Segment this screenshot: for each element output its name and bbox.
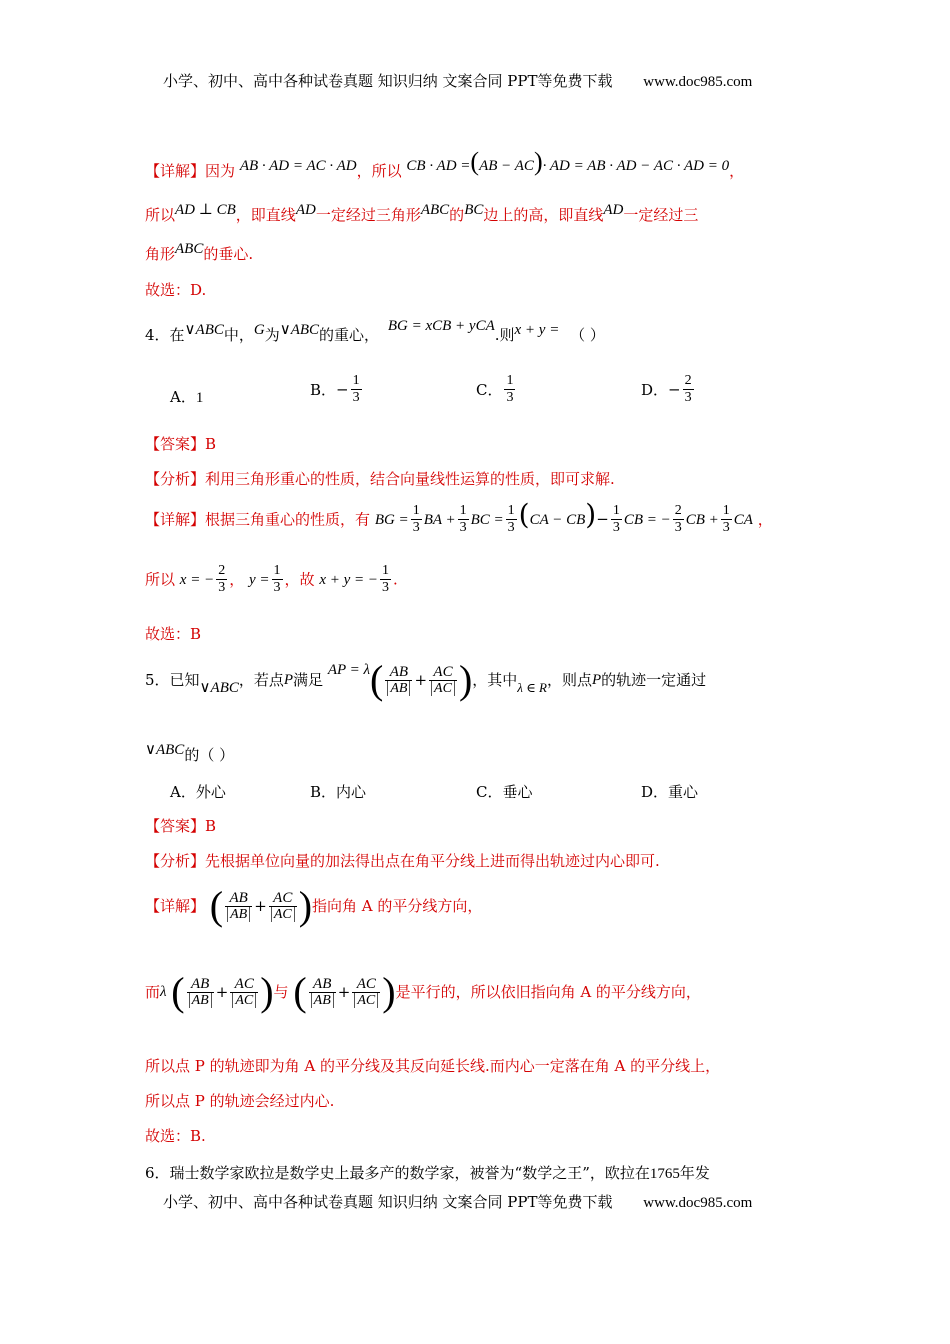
q4-answer: 【答案】B bbox=[145, 435, 217, 453]
q4-detail: 【详解】根据三角重心的性质，有 BG = $\frac{1}{3}$ BA + $\frac{1}{3}$ BC = $\frac{1}{3}$ (CA − CB)− $\frac{1}{3}$ CB = − $\frac{2}{3}$ CB + $\frac{1}{3}$ CA ， bbox=[145, 497, 773, 535]
q3-detail-line1: 【详解】因为 AB · AD = AC · AD，所以 CB · AD =(AB − AC)· AD = AB · AD − AC · AD = 0， bbox=[145, 147, 745, 180]
q4-choice: 故选：B bbox=[145, 625, 202, 643]
q5-choice: 故选：B. bbox=[145, 1127, 206, 1145]
q5-analysis: 【分析】先根据单位向量的加法得出点在角平分线上进而得出轨迹过内心即可. bbox=[145, 852, 660, 870]
footer-url: www.doc985.com bbox=[643, 1195, 753, 1211]
page-footer bbox=[163, 1191, 752, 1212]
q5-detail-line4: 所以点 P 的轨迹会经过内心. bbox=[145, 1092, 335, 1110]
q4-option-c: C． $\frac{1}{3}$ bbox=[476, 373, 514, 405]
q5-option-c: C．垂心 bbox=[476, 783, 533, 801]
q5-answer: 【答案】B bbox=[145, 817, 217, 835]
q5-option-b: B．内心 bbox=[310, 783, 367, 801]
q5-option-d: D．重心 bbox=[641, 783, 699, 801]
q5-detail-line3: 所以点 P 的轨迹即为角 A 的平分线及其反向延长线.而内心一定落在角 A 的平分线上， bbox=[145, 1057, 721, 1075]
q3-choice: 故选：D. bbox=[145, 281, 207, 299]
q5-question-line2: ∨ABC的（ ） bbox=[145, 742, 235, 764]
footer-title: 小学、初中、高中各种试卷真题 知识归纳 文案合同 PPT等免费下载 bbox=[163, 1193, 613, 1211]
q4-question: 4．在∨ABC中，G为∨ABC的重心， BG = xCB + yCA.则x + y = （ ） bbox=[145, 318, 605, 344]
q6-question: 6．瑞士数学家欧拉是数学史上最多产的数学家，被誉为“数学之王”，欧拉在1765年发 bbox=[145, 1164, 710, 1182]
q4-analysis: 【分析】利用三角形重心的性质，结合向量线性运算的性质，即可求解. bbox=[145, 470, 615, 488]
page-header bbox=[163, 70, 752, 91]
q3-detail-line2: 所以AD ⊥ CB，即直线AD一定经过三角形ABC的BC边上的高，即直线AD一定经过三 bbox=[145, 202, 699, 224]
q5-option-a: A．外心 bbox=[170, 783, 226, 801]
header-url: www.doc985.com bbox=[643, 74, 753, 90]
q3-detail-line3: 角形ABC的垂心. bbox=[145, 241, 254, 263]
q4-option-a: A．1 bbox=[170, 388, 204, 406]
q4-detail-line2: 所以 x = − $\frac{2}{3}$ ， y = $\frac{1}{3}$ ，故 x + y = − $\frac{1}{3}$ . bbox=[145, 563, 398, 595]
q5-question: 5．已知∨ABC，若点P满足 AP = λ( $\frac{AB}{AB}$ + $\frac{AC}{AC}$ )，其中λ ∈ R，则点P的轨迹一定通过 bbox=[145, 657, 707, 702]
header-title: 小学、初中、高中各种试卷真题 知识归纳 文案合同 PPT等免费下载 bbox=[163, 72, 613, 90]
q5-detail-line2: 而λ ( $\frac{AB}{AB}$ + $\frac{AC}{AC}$ )与 ( $\frac{AB}{AB}$ + $\frac{AC}{AC}$ )是平行的，所以依旧指向角 A 的平分线方向， bbox=[145, 969, 701, 1014]
q5-detail-line1: 【详解】 ( $\frac{AB}{AB}$ + $\frac{AC}{AC}$ )指向角 A 的平分线方向， bbox=[145, 883, 483, 928]
q4-option-d: D．− $\frac{2}{3}$ bbox=[641, 373, 692, 405]
q4-option-b: B．− $\frac{1}{3}$ bbox=[310, 373, 360, 405]
